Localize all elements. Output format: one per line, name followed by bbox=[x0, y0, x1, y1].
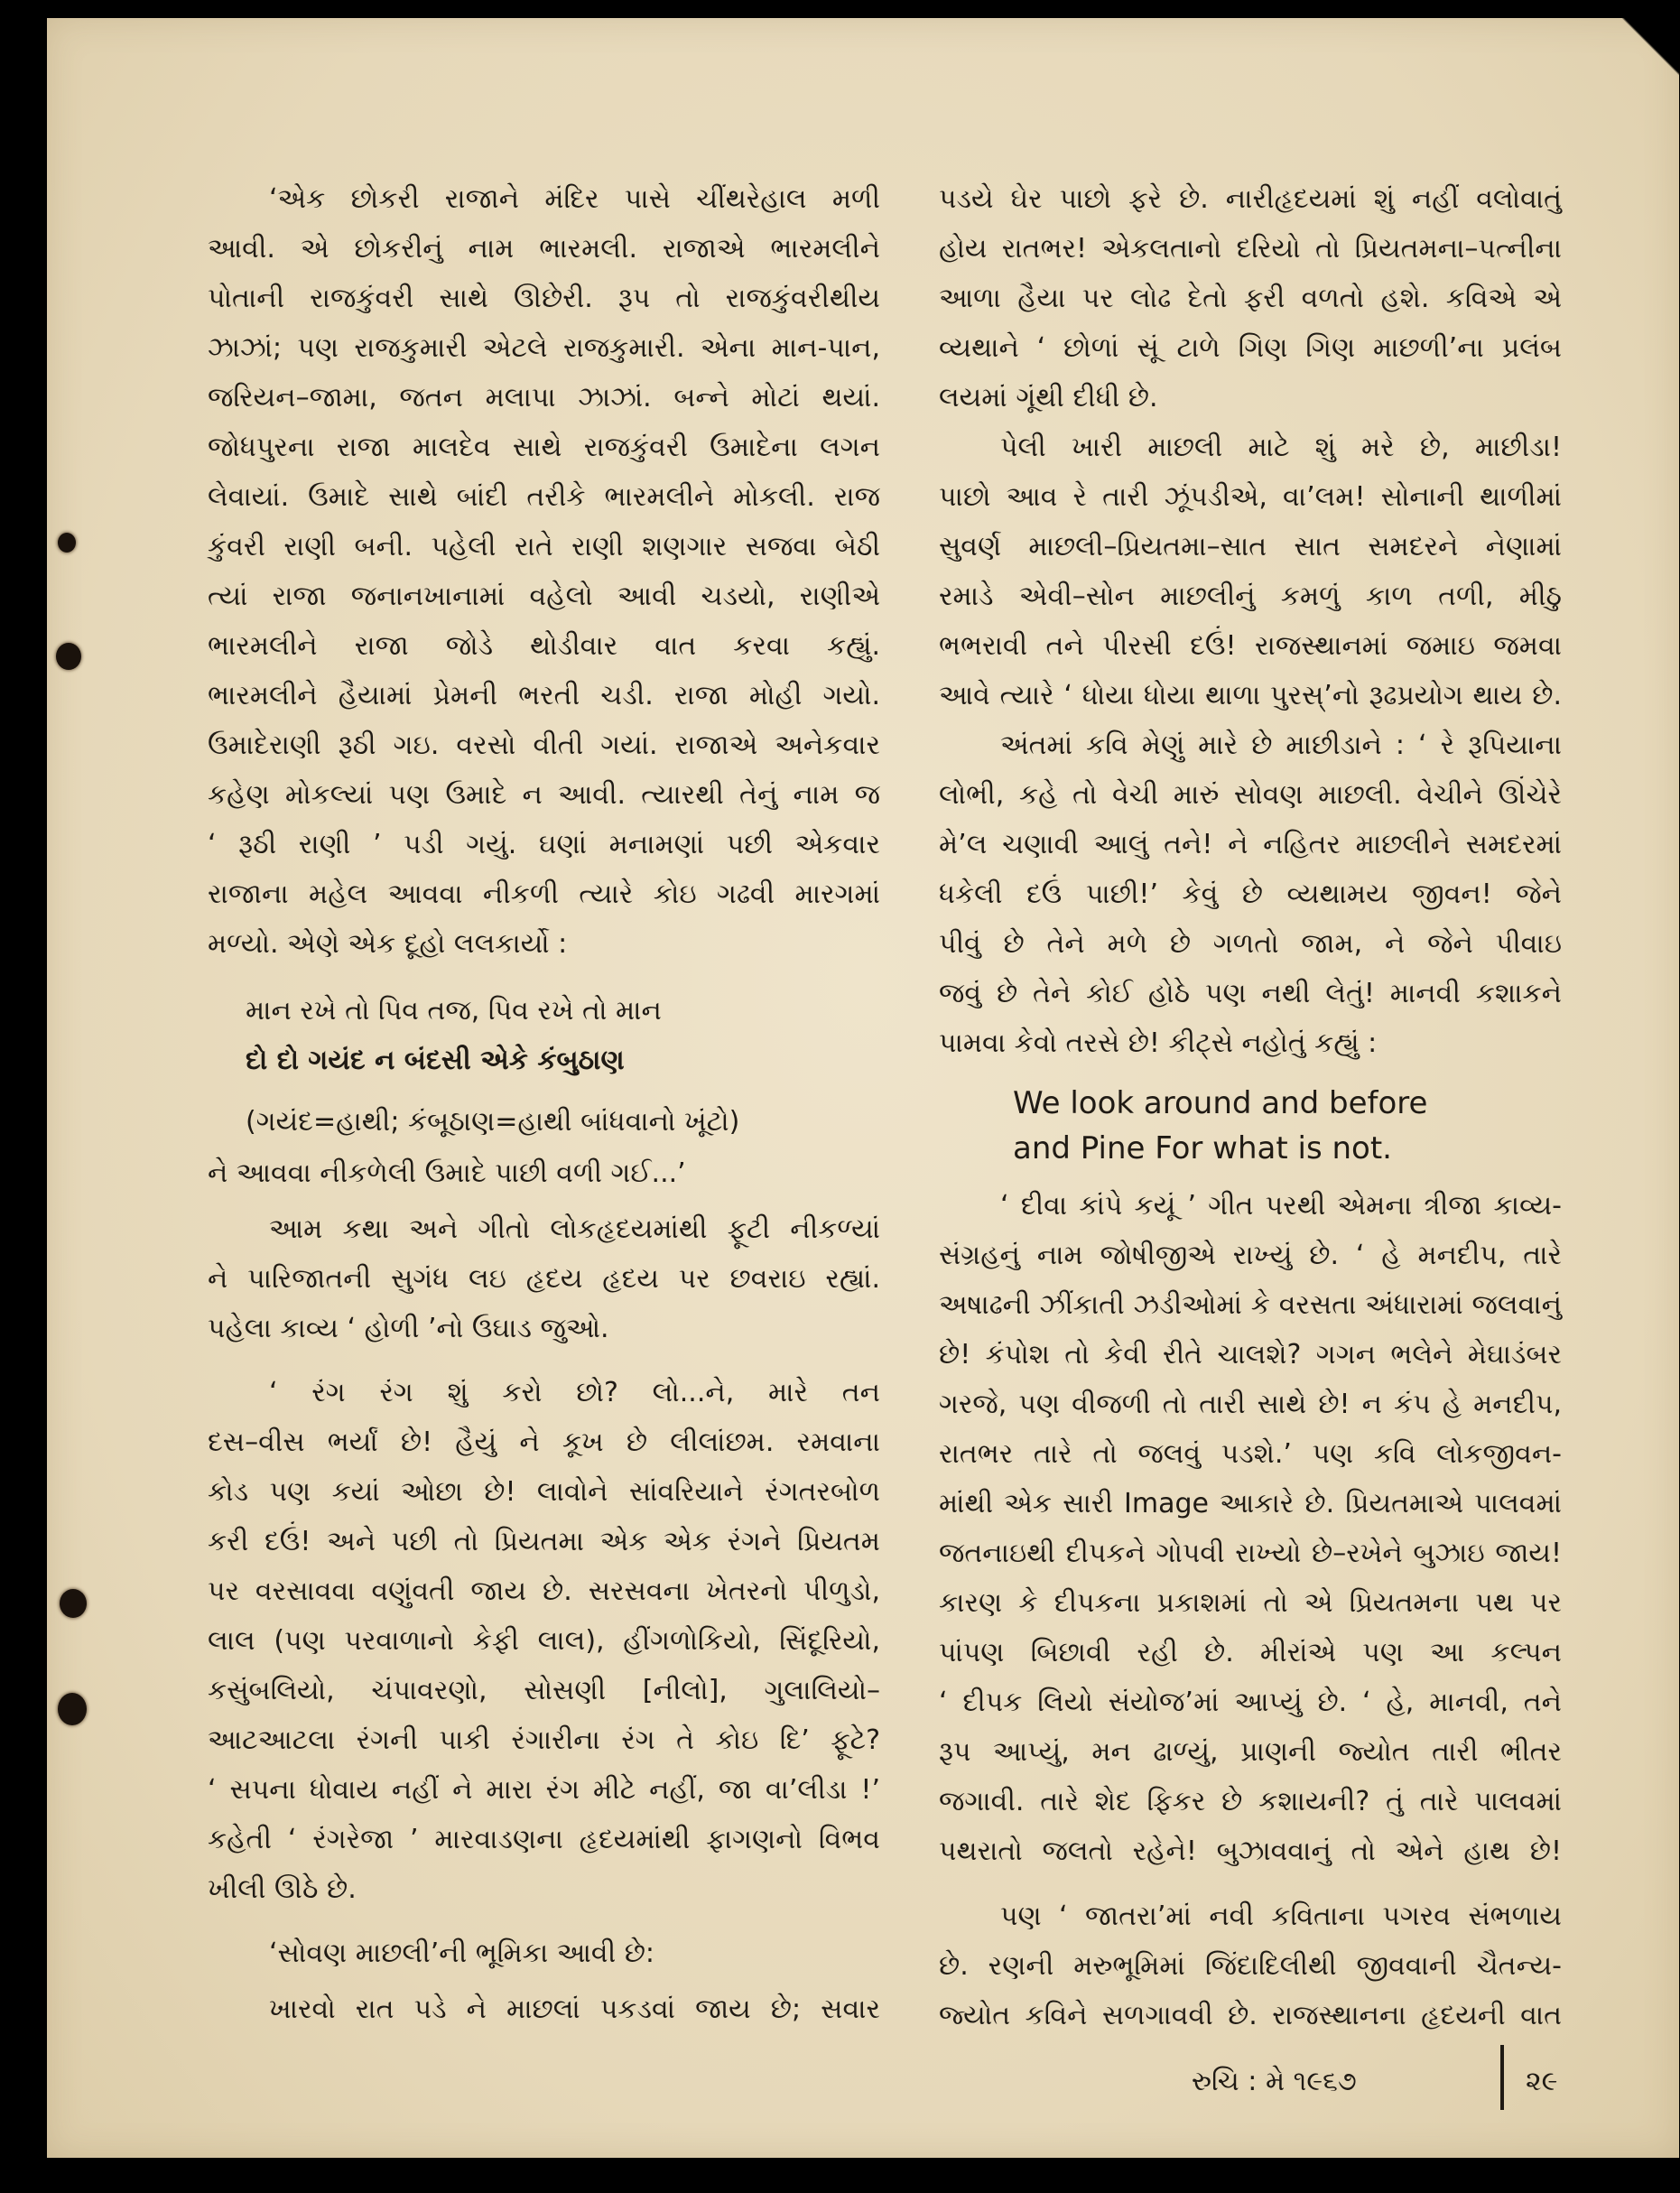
text-line: સંગ્રહનું નામ જોષીજીએ રાખ્યું છે. ‘ હે મનદીપ, તારે bbox=[939, 1240, 1562, 1271]
text-line: ખીલી ઊઠે છે. bbox=[208, 1873, 357, 1905]
text-line: ‘ દીપક લિયો સંયોજ’માં આપ્યું છે. ‘ હે, માનવી, તને bbox=[939, 1687, 1562, 1718]
text-line: પાંપણ બિછાવી રહી છે. મીરાંએ પણ આ કલ્પન bbox=[939, 1637, 1562, 1668]
document-page bbox=[47, 18, 1679, 2158]
binding-hole bbox=[56, 643, 81, 670]
text-line: કહેતી ‘ રંગરેજા ’ મારવાડણના હૃદયમાંથી ફાગણનો વિભવ bbox=[208, 1824, 880, 1855]
text-line: ધકેલી દઉં પાછી!’ કેવું છે વ્યથામય જીવન! જેને bbox=[939, 878, 1562, 910]
text-line: આમ કથા અને ગીતો લોકહૃદયમાંથી ફૂટી નીકળ્યાં bbox=[269, 1213, 880, 1245]
text-line: જરિયન–જામા, જતન મલાપા ઝાઝાં. બન્ને મોટાં થયાં. bbox=[208, 382, 880, 414]
text-line: આવે ત્યારે ‘ ધોયા ધોયા થાળા પુરસ્’નો રૂઢપ્રયોગ થાય છે. bbox=[939, 680, 1562, 711]
text-line: લોભી, કહે તો વેચી મારું સોવણ માછલી. વેચીને ઊંચેરે bbox=[939, 779, 1562, 811]
text-line: રાતભર તારે તો જલવું પડશે.’ પણ કવિ લોકજીવન- bbox=[939, 1438, 1562, 1470]
text-line: આવી. એ છોકરીનું નામ ભારમલી. રાજાએ ભારમલીને bbox=[208, 233, 880, 265]
text-line: છે. રણની મરુભૂમિમાં જિંદાદિલીથી જીવવાની ચૈતન્ય- bbox=[939, 1950, 1562, 1982]
text-line: પથરાતો જલતો રહેને! બુઝાવવાનું તો એને હાથ છે! bbox=[939, 1835, 1562, 1867]
text-line: ગરજે, પણ વીજળી તો તારી સાથે છે! ન કંપ હે મનદીપ, bbox=[939, 1389, 1562, 1420]
text-line: જતનાઇથી દીપકને ગોપવી રાખ્યો છે–રખેને બુઝાઇ જાય! bbox=[939, 1538, 1562, 1569]
text-line: પહેલા કાવ્ય ‘ હોળી ’નો ઉઘાડ જુઓ. bbox=[208, 1313, 609, 1344]
verse-line: માન રખે તો પિવ તજ, પિવ રખે તો માન bbox=[246, 995, 662, 1027]
text-line: પીવું છે તેને મળે છે ગળતો જામ, ને જેને પીવાઇ bbox=[939, 928, 1562, 960]
binding-hole bbox=[60, 1589, 87, 1618]
text-line: આળા હૈયા પર લોઢ દેતો ફરી વળતો હશે. કવિએ એ bbox=[939, 283, 1562, 314]
text-line: કારણ કે દીપકના પ્રકાશમાં તો એ પ્રિયતમના પથ પર bbox=[939, 1587, 1562, 1619]
text-line: ને પારિજાતની સુગંધ લઇ હૃદય હૃદય પર છવરાઇ રહ્યાં. bbox=[208, 1263, 880, 1295]
text-line: ‘સોવણ માછલી’ની ભૂમિકા આવી છે: bbox=[269, 1937, 654, 1969]
text-line: ભભરાવી તને પીરસી દઉં! રાજસ્થાનમાં જમાઇ જમવા bbox=[939, 630, 1562, 662]
text-line: પણ ‘ જાતરા’માં નવી કવિતાના પગરવ સંભળાય bbox=[1000, 1900, 1562, 1932]
page-number: ૨૯ bbox=[1526, 2066, 1558, 2097]
text-line: માંથી એક સારી Image આકારે છે. પ્રિયતમાએ પાલવમાં bbox=[939, 1488, 1562, 1519]
text-line: ભારમલીને રાજા જોડે થોડીવાર વાત કરવા કહ્યું. bbox=[208, 630, 880, 662]
text-line: જ્યોત કવિને સળગાવવી છે. રાજસ્થાનના હૃદયની વાત bbox=[939, 2000, 1562, 2031]
english-quote-line: We look around and before bbox=[1013, 1085, 1428, 1121]
text-line: લયમાં ગૂંથી દીધી છે. bbox=[939, 382, 1158, 414]
text-line: છે! કંપોશ તો કેવી રીતે ચાલશે? ગગન ભલેને મેઘાડંબર bbox=[939, 1339, 1562, 1371]
binding-hole bbox=[58, 533, 76, 553]
text-line: રમાડે એવી–સોન માછલીનું કમળું કાળ તળી, મીઠુ bbox=[939, 581, 1562, 612]
text-line: પેલી ખારી માછલી માટે શું મરે છે, માછીડા! bbox=[1000, 432, 1562, 463]
text-line: ‘ રૂઠી રાણી ’ પડી ગયું. ઘણાં મનામણાં પછી એકવાર bbox=[208, 829, 880, 860]
text-line: કુંવરી રાણી બની. પહેલી રાતે રાણી શણગાર સજવા બેઠી bbox=[208, 531, 880, 562]
text-line: અંતમાં કવિ મેણું મારે છે માછીડાને : ‘ રે રૂપિયાના bbox=[1000, 729, 1562, 761]
text-line: ને આવવા નીકળેલી ઉમાદે પાછી વળી ગઈ...’ bbox=[208, 1157, 686, 1189]
binding-hole bbox=[58, 1693, 87, 1725]
text-line: દસ–વીસ ભર્યાં છે! હૈયું ને કૂખ છે લીલાંછમ. રમવાના bbox=[208, 1426, 880, 1458]
text-line: જવું છે તેને કોઈ હોઠે પણ નથી લેતું! માનવી કશાકને bbox=[939, 978, 1562, 1009]
text-line: રૂપ આપ્યું, મન ઢાળ્યું, પ્રાણની જ્યોત તારી ભીતર bbox=[939, 1736, 1562, 1768]
text-line: રાજાના મહેલ આવવા નીકળી ત્યારે કોઇ ગઢવી મારગમાં bbox=[208, 878, 880, 910]
gloss-line: (ગયંદ=હાથી; કંબૂઠાણ=હાથી બાંધવાનો ખૂંટો) bbox=[246, 1106, 740, 1138]
text-line: ‘ રંગ રંગ શું કરો છો? લો...ને, મારે તન bbox=[269, 1377, 880, 1408]
text-line: કસુંબલિયો, ચંપાવરણો, સોસણી [નીલો], ગુલાલિયો– bbox=[208, 1675, 880, 1706]
text-line: ‘ સપના ધોવાય નહીં ને મારા રંગ મીટે નહીં, જા વા’લીડા !’ bbox=[208, 1774, 880, 1806]
english-quote-line: and Pine For what is not. bbox=[1013, 1130, 1392, 1166]
text-line: ત્યાં રાજા જનાનખાનામાં વહેલો આવી ચડયો, રાણીએ bbox=[208, 581, 880, 612]
magazine-footer: રુચિ : મે ૧૯૬૭ bbox=[1192, 2066, 1357, 2097]
verse-line: દો દો ગયંદ ન બંદસી એકે કંબુઠાણ bbox=[246, 1045, 625, 1076]
text-line: ઉમાદેરાણી રૂઠી ગઇ. વરસો વીતી ગયાં. રાજાએ અનેકવાર bbox=[208, 729, 880, 761]
text-line: મળ્યો. એણે એક દૂહો લલકાર્યો : bbox=[208, 928, 568, 960]
text-line: ‘ દીવા કાંપે કયૂં ’ ગીત પરથી એમના ત્રીજા કાવ્ય- bbox=[1000, 1190, 1562, 1222]
text-line: કોડ પણ કયાં ઓછા છે! લાવોને સાંવરિયાને રંગતરબોળ bbox=[208, 1476, 880, 1508]
text-line: અષાઢની ઝીંકાતી ઝડીઓમાં કે વરસતા અંધારામાં જલવાનું bbox=[939, 1289, 1562, 1321]
text-line: લેવાયાં. ઉમાદે સાથે બાંદી તરીકે ભારમલીને મોકલી. રાજ bbox=[208, 481, 880, 513]
text-line: ‘એક છોકરી રાજાને મંદિર પાસે ચીંથરેહાલ મળી bbox=[269, 183, 880, 215]
text-line: પામવા કેવો તરસે છે! કીટ્સે નહોતું કહ્યું : bbox=[939, 1027, 1378, 1059]
text-line: કહેણ મોકલ્યાં પણ ઉમાદે ન આવી. ત્યારથી તેનું નામ જ bbox=[208, 779, 880, 811]
text-line: આટઆટલા રંગની પાકી રંગારીના રંગ તે કોઇ દિ’ ફૂટે? bbox=[208, 1724, 880, 1756]
text-line: મે’લ ચણાવી આલું તને! ને નહિતર માછલીને સમદરમાં bbox=[939, 829, 1562, 860]
text-line: ભારમલીને હૈયામાં પ્રેમની ભરતી ચડી. રાજા મોહી ગયો. bbox=[208, 680, 880, 711]
text-line: વ્યથાને ‘ છોળાં સૂં ટાળે ગિણ ગિણ માછળી’ના પ્રલંબ bbox=[939, 332, 1562, 364]
text-line: હોય રાતભર! એકલતાનો દરિયો તો પ્રિયતમના–પત્નીના bbox=[939, 233, 1562, 265]
text-line: પર વરસાવવા વણુંવતી જાય છે. સરસવના ખેતરનો પીળુડો, bbox=[208, 1575, 880, 1607]
text-line: ખારવો રાત પડે ને માછલાં પકડવાં જાય છે; સવાર bbox=[269, 1993, 880, 2025]
text-line: લાલ (પણ પરવાળાનો કેફી લાલ), હીંગળોકિયો, સિંદૂરિયો, bbox=[208, 1625, 880, 1657]
text-line: પાછો આવ રે તારી ઝૂંપડીએ, વા’લમ! સોનાની થાળીમાં bbox=[939, 481, 1562, 513]
text-line: ઝાઝાં; પણ રાજકુમારી એટલે રાજકુમારી. એના માન-પાન, bbox=[208, 332, 880, 364]
text-line: કરી દઉં! અને પછી તો પ્રિયતમા એક એક રંગને પ્રિયતમ bbox=[208, 1526, 880, 1557]
text-line: સુવર્ણ માછલી–પ્રિયતમા–સાત સાત સમદરને નેણામાં bbox=[939, 531, 1562, 562]
text-line: પડયે ઘેર પાછો ફરે છે. નારીહૃદયમાં શું નહીં વલોવાતું bbox=[939, 183, 1562, 215]
text-line: જગાવી. તારે શેદ ફિકર છે કશાયની? તું તારે પાલવમાં bbox=[939, 1786, 1562, 1817]
text-line: પોતાની રાજકુંવરી સાથે ઊછેરી. રૂપ તો રાજકુંવરીથીય bbox=[208, 283, 880, 314]
text-line: જોધપુરના રાજા માલદેવ સાથે રાજકુંવરી ઉમાદેના લગન bbox=[208, 432, 880, 463]
footer-divider bbox=[1500, 2045, 1504, 2110]
